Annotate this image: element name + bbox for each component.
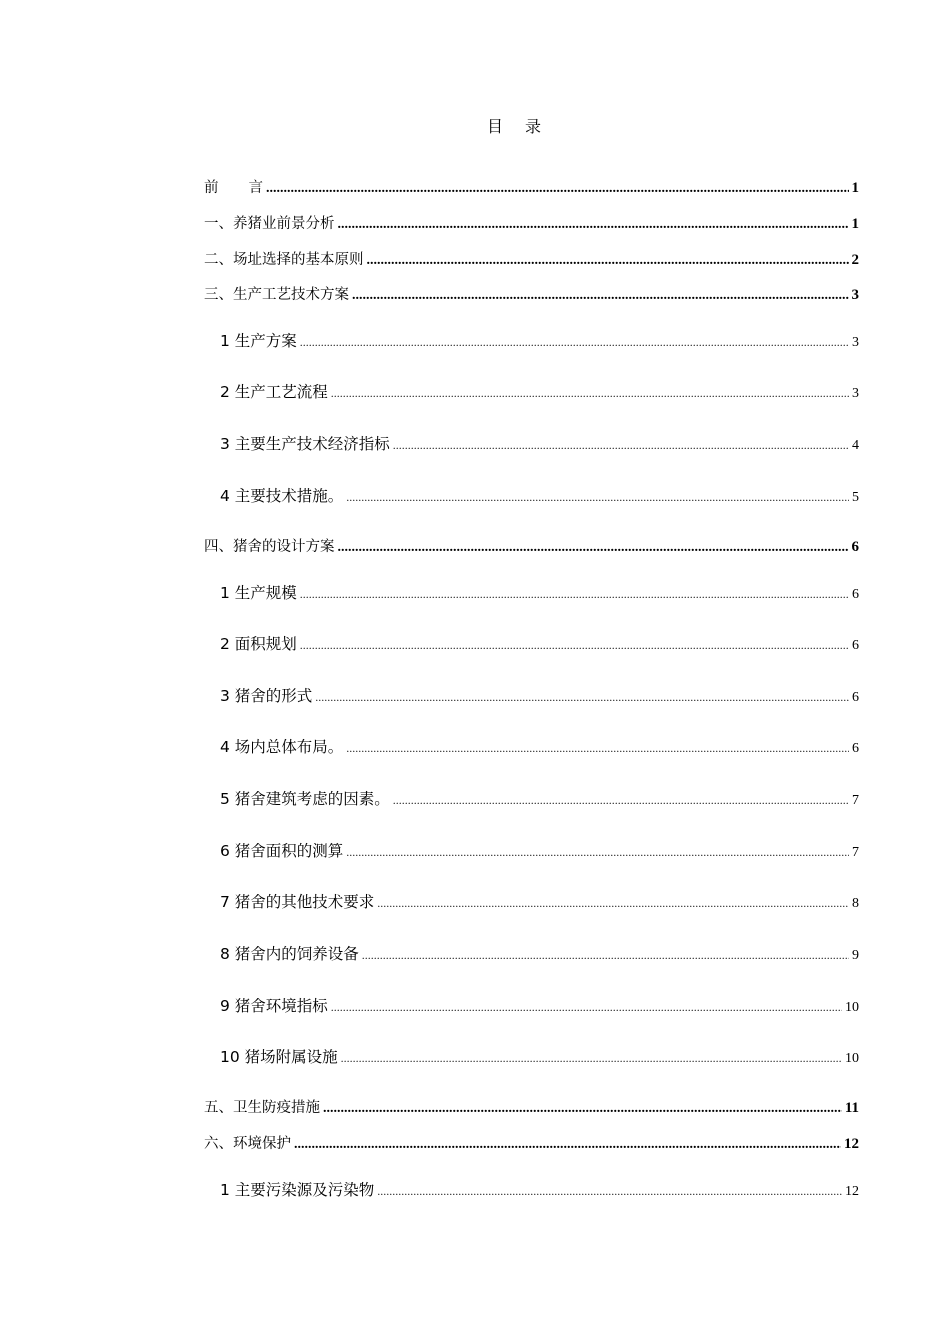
toc-subsection-entry[interactable] xyxy=(220,484,859,508)
toc-dot-leader xyxy=(331,381,849,405)
toc-section-entry[interactable] xyxy=(204,212,859,236)
toc-subsection-entry[interactable] xyxy=(220,380,859,404)
toc-subsection-entry[interactable] xyxy=(220,432,859,456)
toc-entry-label: 5 猪舍建筑考虑的因素。 xyxy=(220,790,390,808)
toc-dot-leader xyxy=(300,330,849,354)
toc-entry-label: 1 生产规模 xyxy=(220,584,297,602)
toc-entry-label: 前 言 xyxy=(204,180,263,196)
toc-page-number: 6 xyxy=(851,539,859,555)
toc-subsection-entry[interactable] xyxy=(220,1178,859,1202)
toc-dot-leader xyxy=(331,995,842,1019)
toc-page-number: 5 xyxy=(852,490,859,505)
toc-entry-label: 2 面积规划 xyxy=(220,635,297,653)
toc-page-number: 8 xyxy=(852,896,859,911)
toc-dot-leader xyxy=(338,213,849,237)
toc-section-entry[interactable] xyxy=(204,1096,859,1120)
toc-dot-leader xyxy=(377,1179,842,1203)
toc-section-entry[interactable] xyxy=(204,535,859,559)
toc-page-number: 1 xyxy=(851,216,859,232)
toc-entry-label: 1 生产方案 xyxy=(220,332,297,350)
toc-dot-leader xyxy=(362,943,849,967)
toc-dot-leader xyxy=(393,788,849,812)
toc-dot-leader xyxy=(341,1046,842,1070)
toc-section-entry[interactable] xyxy=(204,283,859,307)
toc-page-number: 2 xyxy=(851,252,859,268)
toc-page-number: 6 xyxy=(852,587,859,602)
toc-entry-label: 4 场内总体布局。 xyxy=(220,738,344,756)
toc-entry-label: 3 猪舍的形式 xyxy=(220,687,313,705)
toc-dot-leader xyxy=(294,1133,841,1157)
toc-entry-label: 1 主要污染源及污染物 xyxy=(220,1181,375,1199)
toc-subsection-entry[interactable] xyxy=(220,994,859,1018)
toc-page-number: 9 xyxy=(852,948,859,963)
toc-title xyxy=(0,116,950,138)
toc-page-number: 1 xyxy=(851,180,859,196)
toc-entry-label: 二、场址选择的基本原则 xyxy=(204,252,364,268)
toc-page-number: 6 xyxy=(852,638,859,653)
toc-section-entry[interactable] xyxy=(204,176,859,200)
toc-title-char-2: 录 xyxy=(525,117,542,136)
toc-subsection-entry[interactable] xyxy=(220,1045,859,1069)
toc-entry-label: 一、养猪业前景分析 xyxy=(204,216,335,232)
toc-page-number: 10 xyxy=(845,1000,859,1015)
toc-subsection-entry[interactable] xyxy=(220,735,859,759)
toc-dot-leader xyxy=(338,536,849,560)
toc-subsection-entry[interactable] xyxy=(220,329,859,353)
toc-title-char-1: 目 xyxy=(486,117,503,136)
toc-entry-label: 4 主要技术措施。 xyxy=(220,487,344,505)
toc-entry-label: 三、生产工艺技术方案 xyxy=(204,287,349,303)
toc-entry-label: 8 猪舍内的饲养设备 xyxy=(220,945,359,963)
toc-subsection-entry[interactable] xyxy=(220,581,859,605)
toc-entry-label: 6 猪舍面积的测算 xyxy=(220,842,344,860)
toc-dot-leader xyxy=(377,891,849,915)
toc-page-number: 3 xyxy=(852,335,859,350)
toc-dot-leader xyxy=(393,433,849,457)
toc-page-number: 10 xyxy=(845,1051,859,1066)
toc-subsection-entry[interactable] xyxy=(220,632,859,656)
toc-dot-leader xyxy=(266,177,849,201)
toc-subsection-entry[interactable] xyxy=(220,839,859,863)
toc-page-number: 12 xyxy=(845,1184,859,1199)
toc-dot-leader xyxy=(315,685,849,709)
toc-dot-leader xyxy=(346,736,849,760)
toc-page-number: 6 xyxy=(852,690,859,705)
toc-entry-label: 10 猪场附属设施 xyxy=(220,1048,338,1066)
toc-page-number: 7 xyxy=(852,793,859,808)
toc-subsection-entry[interactable] xyxy=(220,684,859,708)
toc-subsection-entry[interactable] xyxy=(220,890,859,914)
toc-page-number: 12 xyxy=(844,1136,859,1152)
toc-page-number: 6 xyxy=(852,741,859,756)
toc-entry-label: 2 生产工艺流程 xyxy=(220,383,328,401)
toc-section-entry[interactable] xyxy=(204,248,859,272)
toc-section-entry[interactable] xyxy=(204,1132,859,1156)
toc-entry-label: 9 猪舍环境指标 xyxy=(220,997,328,1015)
toc-dot-leader xyxy=(300,582,849,606)
toc-page-number: 7 xyxy=(852,845,859,860)
toc-page-number: 3 xyxy=(851,287,859,303)
toc-page-number: 3 xyxy=(852,386,859,401)
toc-dot-leader xyxy=(323,1097,842,1121)
toc-dot-leader xyxy=(346,485,849,509)
toc-subsection-entry[interactable] xyxy=(220,787,859,811)
toc-dot-leader xyxy=(346,840,849,864)
toc-dot-leader xyxy=(352,284,849,308)
toc-entry-label: 五、卫生防疫措施 xyxy=(204,1100,320,1116)
toc-entry-label: 四、猪舍的设计方案 xyxy=(204,539,335,555)
toc-subsection-entry[interactable] xyxy=(220,942,859,966)
toc-page-number: 4 xyxy=(852,438,859,453)
toc-dot-leader xyxy=(300,633,849,657)
toc-entry-label: 六、环境保护 xyxy=(204,1136,291,1152)
toc-dot-leader xyxy=(367,249,849,273)
toc-page-number: 11 xyxy=(844,1100,859,1116)
toc-entry-label: 3 主要生产技术经济指标 xyxy=(220,435,390,453)
toc-entry-label: 7 猪舍的其他技术要求 xyxy=(220,893,375,911)
